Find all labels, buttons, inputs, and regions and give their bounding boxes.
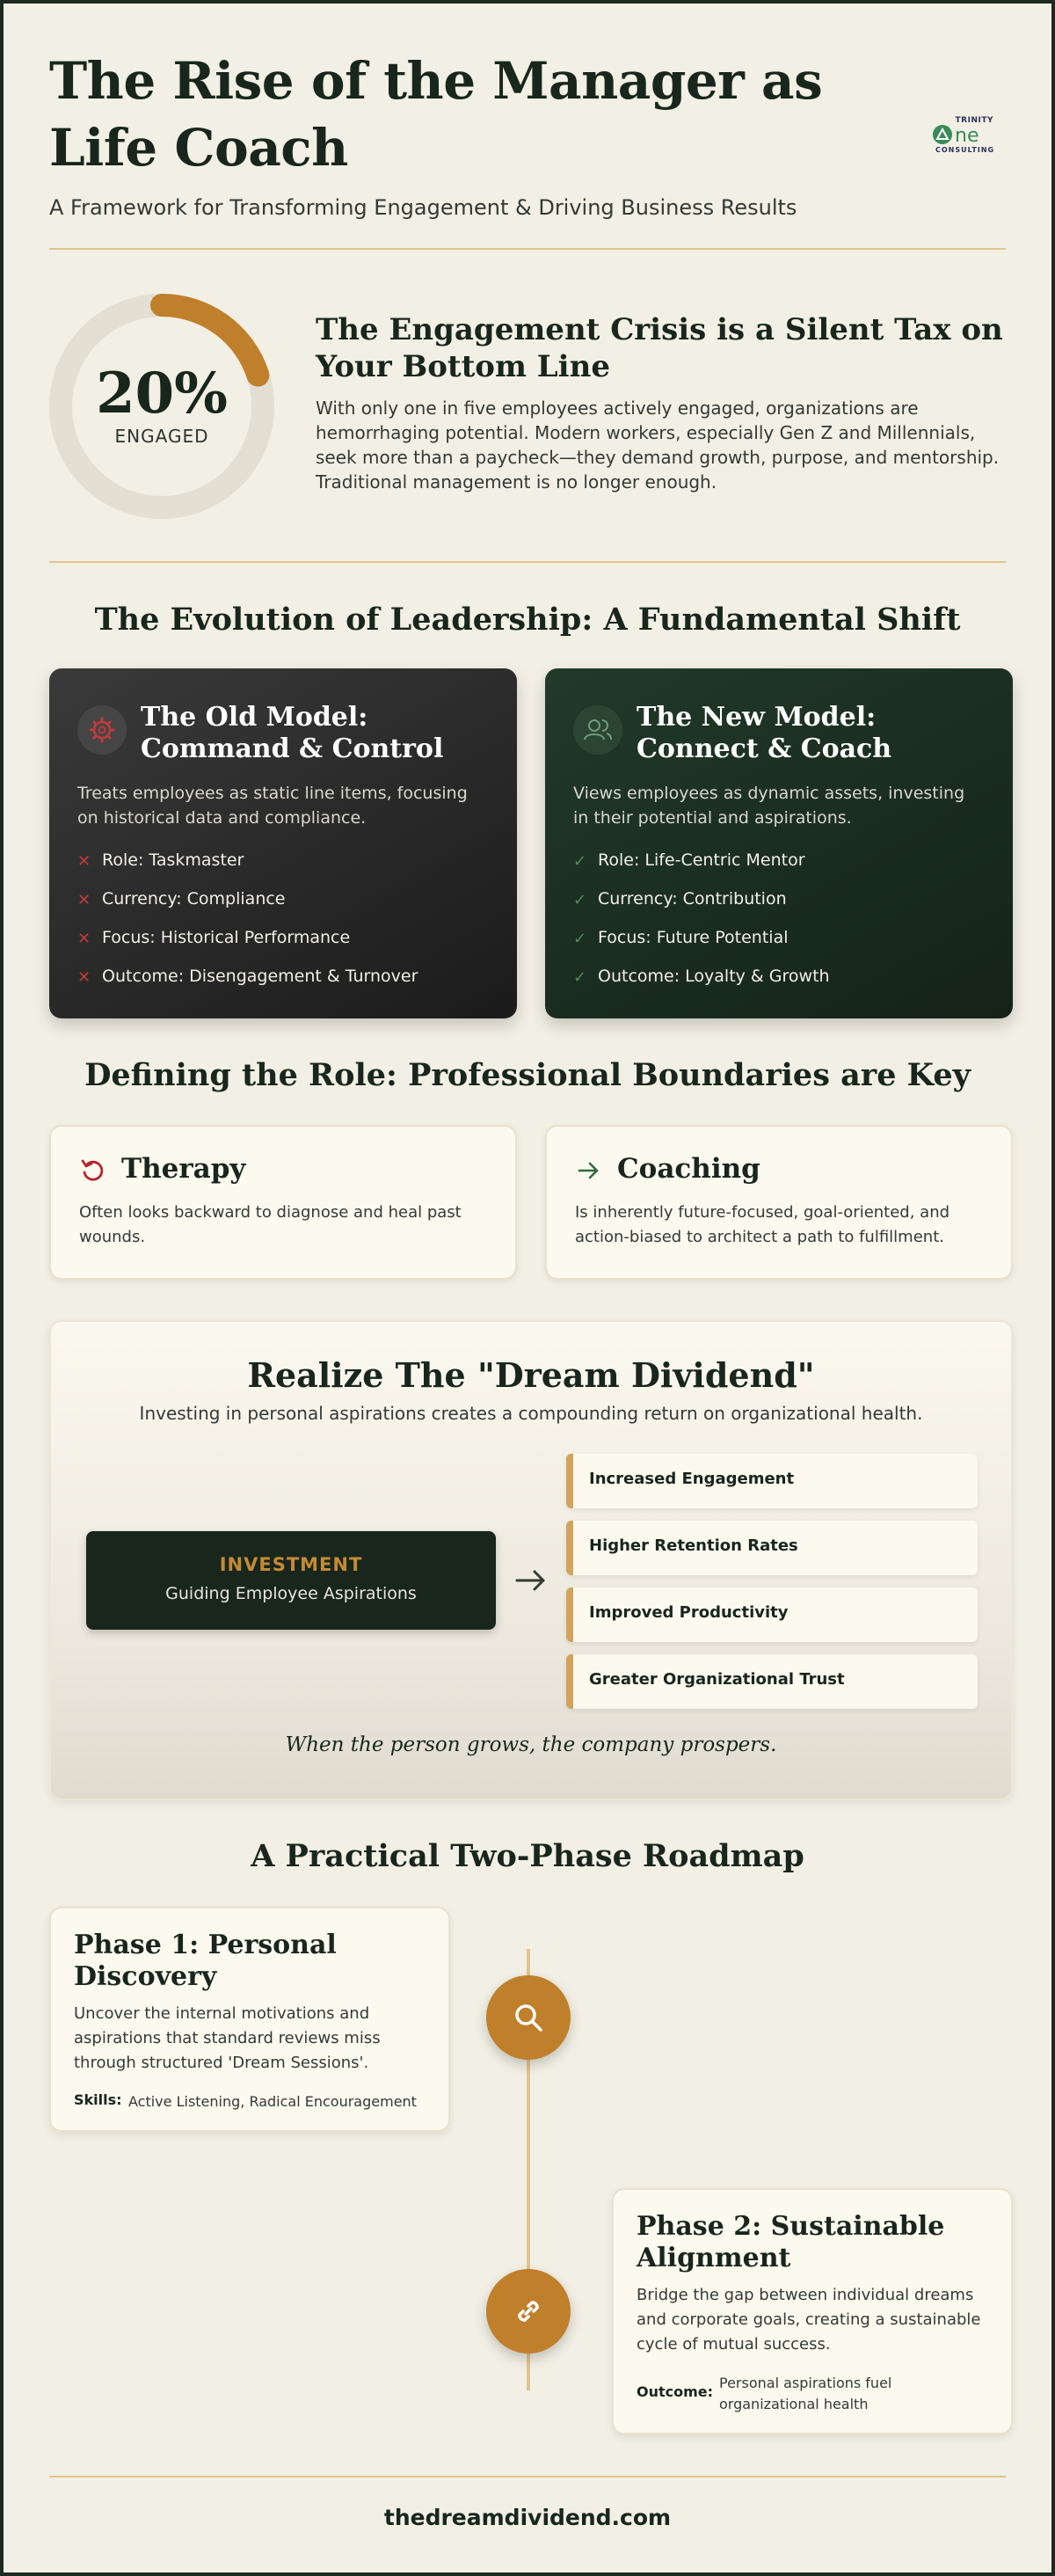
- arrow-right-icon: [575, 1157, 603, 1185]
- new-model-item: ✓ Currency: Contribution: [573, 889, 787, 909]
- investment-sub: Guiding Employee Aspirations: [165, 1584, 417, 1603]
- benefit-item: Greater Organizational Trust: [566, 1654, 978, 1709]
- cross-icon: ✕: [77, 852, 91, 871]
- dividend-quote: When the person grows, the company prospers.: [285, 1733, 777, 1756]
- therapy-card: [49, 1125, 517, 1280]
- old-model-card: [49, 668, 517, 1018]
- page-title: The Rise of the Manager as Life Coach: [49, 51, 823, 178]
- benefit-item: Increased Engagement: [566, 1454, 978, 1508]
- dividend-title: Realize The "Dream Dividend": [247, 1355, 815, 1395]
- check-icon: ✓: [573, 891, 587, 909]
- logo-bottom-text: CONSULTING: [935, 146, 995, 154]
- old-model-item: ✕ Currency: Compliance: [77, 889, 286, 909]
- crisis-title: The Engagement Crisis is a Silent Tax on Your Bottom Line: [316, 312, 1003, 384]
- cross-icon: ✕: [77, 891, 91, 909]
- new-model-item: ✓ Focus: Future Potential: [573, 928, 789, 948]
- people-icon: [573, 705, 622, 755]
- arrow-right-icon: [513, 1563, 549, 1598]
- donut-label: [49, 362, 274, 447]
- header-divider: [49, 248, 1006, 250]
- search-icon: [511, 2000, 546, 2035]
- old-model-item: ✕ Outcome: Disengagement & Turnover: [77, 967, 418, 987]
- phase1-meta: [74, 2091, 426, 2113]
- link-icon: [511, 2294, 546, 2329]
- logo-mark-icon: [932, 123, 995, 146]
- header: [49, 47, 1006, 232]
- gear-icon: [77, 705, 127, 755]
- coaching-desc: Is inherently future-focused, goal-oriented, and action-biased to architect a path to fulfillment.: [575, 1203, 950, 1246]
- phase2-desc: Bridge the gap between individual dreams and corporate goals, creating a sustainable cycle of mutual success.: [637, 2286, 981, 2353]
- check-icon: ✓: [573, 930, 587, 948]
- check-icon: ✓: [573, 968, 587, 987]
- old-model-item: ✕ Role: Taskmaster: [77, 850, 244, 871]
- cross-icon: ✕: [77, 930, 91, 948]
- page-subtitle: A Framework for Transforming Engagement & Driving Business Results: [49, 195, 797, 220]
- therapy-desc: Often looks backward to diagnose and heal past wounds.: [79, 1203, 462, 1246]
- phase1-desc: Uncover the internal motivations and aspirations that standard reviews miss through structured 'Dream Sessions'.: [74, 2004, 381, 2072]
- phase1-card: [49, 1907, 450, 2132]
- phase2-meta: [637, 2373, 988, 2415]
- cross-icon: ✕: [77, 968, 91, 987]
- footer-url[interactable]: thedreamdividend.com: [383, 2505, 672, 2530]
- investment-label: INVESTMENT: [219, 1554, 363, 1575]
- new-model-desc: Views employees as dynamic assets, investing in their potential and aspirations.: [573, 784, 965, 828]
- phase2-node: [486, 2269, 571, 2353]
- evolution-title: The Evolution of Leadership: A Fundamental Shift: [94, 602, 961, 638]
- phase2-meta-value: Personal aspirations fuel organizational health: [719, 2375, 892, 2412]
- new-model-title: The New Model: Connect & Coach: [637, 702, 892, 764]
- benefit-item: Higher Retention Rates: [566, 1521, 978, 1575]
- engaged-label: ENGAGED: [114, 426, 209, 447]
- crisis-body: With only one in five employees actively engaged, organizations are hemorrhaging potential. Modern workers, especially Gen Z and Millennials, seek more than a paycheck—they demand growth, purpose, and mentorship. Traditional management is no longer enough.: [316, 398, 1000, 493]
- investment-box: [86, 1531, 496, 1630]
- crisis-text: [316, 311, 1006, 494]
- new-model-item: ✓ Role: Life-Centric Mentor: [573, 850, 805, 871]
- crisis-divider: [49, 561, 1006, 563]
- phase1-meta-key: Skills:: [74, 2091, 122, 2108]
- dream-dividend-panel: [49, 1320, 1013, 1800]
- old-model-desc: Treats employees as static line items, focusing on historical data and compliance.: [77, 784, 468, 828]
- new-model-item: ✓ Outcome: Loyalty & Growth: [573, 967, 830, 987]
- roles-title: Defining the Role: Professional Boundaries are Key: [84, 1057, 971, 1093]
- benefit-item: Improved Productivity: [566, 1587, 978, 1642]
- new-model-list: [573, 850, 985, 987]
- phase2-meta-key: Outcome:: [637, 2383, 714, 2400]
- phase1-node: [486, 1975, 571, 2060]
- crisis-section: [49, 294, 1006, 522]
- phase2-title: Phase 2: Sustainable Alignment: [637, 2211, 945, 2273]
- phase1-meta-value: Active Listening, Radical Encouragement: [128, 2093, 417, 2110]
- old-model-list: [77, 850, 489, 987]
- dividend-subtitle: Investing in personal aspirations creates a compounding return on organizational health.: [139, 1403, 923, 1424]
- check-icon: ✓: [573, 852, 587, 871]
- coaching-card: [545, 1125, 1013, 1280]
- svg-text:ne: ne: [955, 125, 979, 146]
- therapy-title: Therapy: [121, 1153, 246, 1185]
- coaching-title: Coaching: [617, 1153, 760, 1185]
- footer-divider: [49, 2476, 1006, 2477]
- new-model-card: [545, 668, 1013, 1018]
- rotate-back-icon: [79, 1157, 107, 1185]
- old-model-item: ✕ Focus: Historical Performance: [77, 928, 351, 948]
- old-model-title: The Old Model: Command & Control: [141, 702, 444, 764]
- phase1-title: Phase 1: Personal Discovery: [74, 1930, 337, 1992]
- company-logo: [932, 116, 995, 158]
- roadmap-title: A Practical Two-Phase Roadmap: [251, 1838, 804, 1874]
- phase2-card: [612, 2188, 1013, 2434]
- engaged-percent: 20%: [96, 361, 228, 427]
- logo-top-text: TRINITY: [955, 116, 993, 125]
